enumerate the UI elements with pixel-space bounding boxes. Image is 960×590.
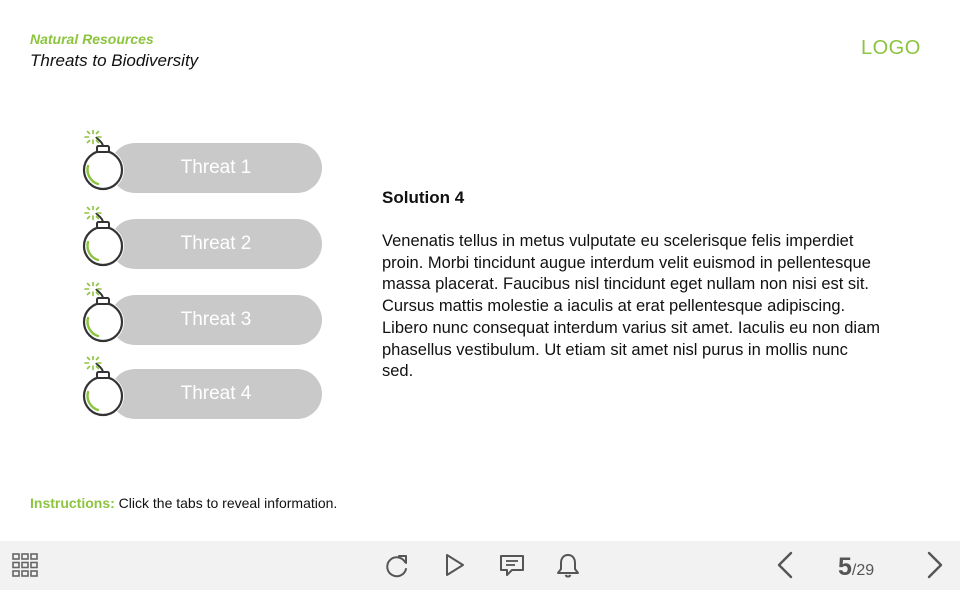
- tab-threat-1[interactable]: [80, 130, 324, 190]
- bell-icon[interactable]: [555, 552, 581, 579]
- tab-pill[interactable]: [110, 369, 322, 419]
- play-icon[interactable]: [441, 552, 467, 578]
- tab-label: Threat 2: [180, 233, 252, 254]
- player-toolbar: [0, 541, 960, 590]
- tab-label: Threat 4: [180, 383, 252, 404]
- instructions-label: Instructions:: [30, 495, 115, 511]
- current-page: 5: [838, 553, 852, 581]
- notes-icon[interactable]: [499, 553, 525, 579]
- tab-pill[interactable]: [110, 219, 322, 269]
- course-title: Natural Resources: [30, 31, 154, 47]
- solution-title: Solution 4: [382, 188, 465, 207]
- tab-threat-3[interactable]: [80, 282, 324, 342]
- logo: LOGO: [861, 37, 921, 59]
- bomb-icon: [80, 206, 128, 276]
- total-pages: /29: [851, 562, 875, 579]
- previous-arrow-icon[interactable]: [774, 550, 796, 580]
- tab-threat-4[interactable]: [80, 356, 324, 416]
- solution-body: Venenatis tellus in metus vulputate eu scelerisque felis imperdiet proin. Morbi tincidunt augue interdum velit euismod in pellentesque massa placerat. Faucibus nisl tincidunt eget nullam non nisi est sit. Cursus mattis molestie a iaculis at erat pellentesque adipiscing. Libero nunc consequat interdum varius sit amet. Iaculis eu non diam phasellus vestibulum. Ut etiam sit amet nisl purus in mollis nunc sed.: [382, 232, 881, 381]
- replay-icon[interactable]: [384, 553, 410, 579]
- tab-pill[interactable]: [110, 295, 322, 345]
- tab-label: Threat 3: [180, 309, 252, 330]
- instructions: [30, 495, 337, 511]
- next-arrow-icon[interactable]: [924, 550, 946, 580]
- menu-grid-icon[interactable]: [12, 553, 38, 577]
- bomb-icon: [80, 282, 128, 352]
- page-counter: [838, 553, 874, 582]
- lesson-title: Threats to Biodiversity: [30, 51, 199, 70]
- bomb-icon: [80, 130, 128, 200]
- tab-pill[interactable]: [110, 143, 322, 193]
- bomb-icon: [80, 356, 128, 426]
- instructions-text: Click the tabs to reveal information.: [118, 495, 338, 511]
- tab-label: Threat 1: [180, 157, 252, 178]
- tab-threat-2[interactable]: [80, 206, 324, 266]
